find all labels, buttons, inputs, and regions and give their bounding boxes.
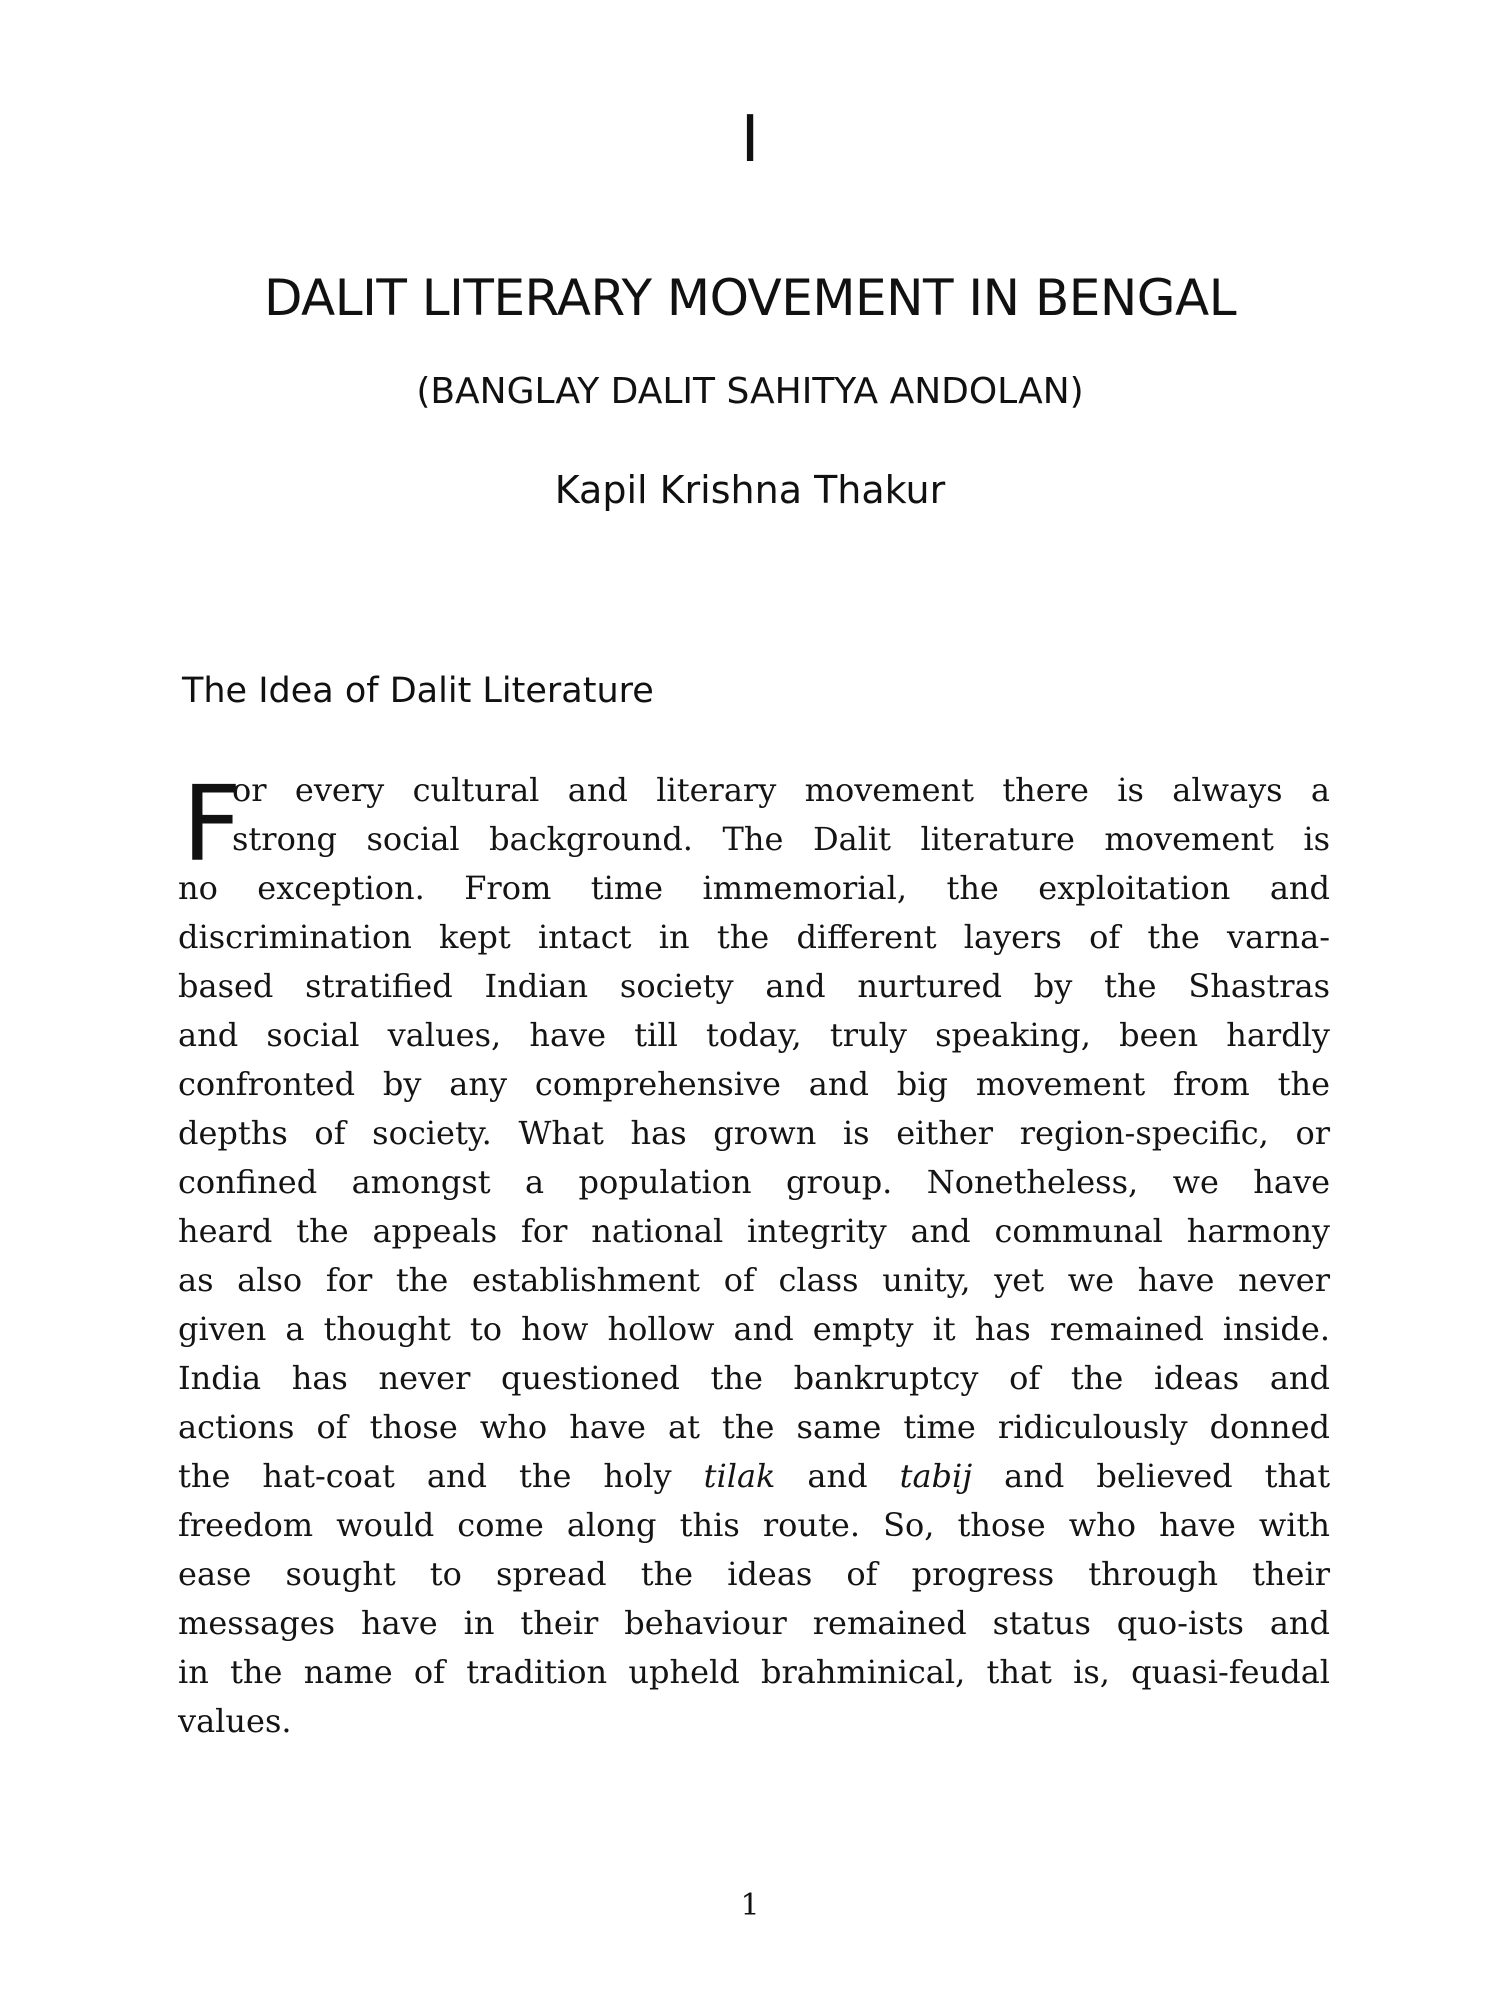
drop-cap: F <box>182 763 242 885</box>
page-number: 1 <box>740 1888 760 1923</box>
body-paragraph <box>178 763 1331 1746</box>
author-name: Kapil Krishna Thakur <box>554 468 946 512</box>
paragraph-line: discrimination kept intact in the different layers of the varna- <box>178 918 1330 956</box>
italic-word-tilak: tilak <box>703 1457 776 1495</box>
paragraph-line: confronted by any comprehensive and big movement from the <box>178 1065 1330 1103</box>
paragraph-line: and social values, have till today, truly speaking, been hardly <box>178 1016 1330 1054</box>
chapter-subtitle: (BANGLAY DALIT SAHITYA ANDOLAN) <box>416 371 1084 412</box>
paragraph-line-last: values. <box>178 1702 292 1740</box>
paragraph-line: based stratified Indian society and nurtured by the Shastras <box>178 967 1330 1005</box>
chapter-title: DALIT LITERARY MOVEMENT IN BENGAL <box>263 269 1237 327</box>
paragraph-line: ease sought to spread the ideas of progress through their <box>178 1555 1330 1593</box>
paragraph-line: confined amongst a population group. Nonetheless, we have <box>178 1163 1330 1201</box>
paragraph-line: messages have in their behaviour remained status quo-ists and <box>178 1604 1330 1642</box>
paragraph-line: given a thought to how hollow and empty it has remained inside. <box>178 1310 1330 1348</box>
paragraph-line-italics <box>178 1452 1330 1501</box>
italic-word-tabij: tabij <box>899 1457 973 1495</box>
line-text: and <box>807 1457 868 1495</box>
paragraph-line: depths of society. What has grown is either region-specific, or <box>178 1114 1330 1152</box>
paragraph-line: or every cultural and literary movement there is always a <box>232 771 1330 809</box>
paragraph-line: India has never questioned the bankruptcy of the ideas and <box>178 1359 1330 1397</box>
paragraph-line: strong social background. The Dalit literature movement is <box>232 820 1330 858</box>
paragraph-line: freedom would come along this route. So, those who have with <box>178 1506 1330 1544</box>
chapter-number: I <box>740 103 760 177</box>
paragraph-line: in the name of tradition upheld brahminical, that is, quasi-feudal <box>178 1653 1330 1691</box>
section-heading: The Idea of Dalit Literature <box>182 671 654 711</box>
paragraph-line: no exception. From time immemorial, the exploitation and <box>178 869 1330 907</box>
line-text: the hat-coat and the holy <box>178 1457 672 1495</box>
paragraph-line: actions of those who have at the same time ridiculously donned <box>178 1408 1330 1446</box>
paragraph-line: heard the appeals for national integrity and communal harmony <box>178 1212 1330 1250</box>
line-text: and believed that <box>1004 1457 1331 1495</box>
paragraph-line: as also for the establishment of class unity, yet we have never <box>178 1261 1330 1299</box>
